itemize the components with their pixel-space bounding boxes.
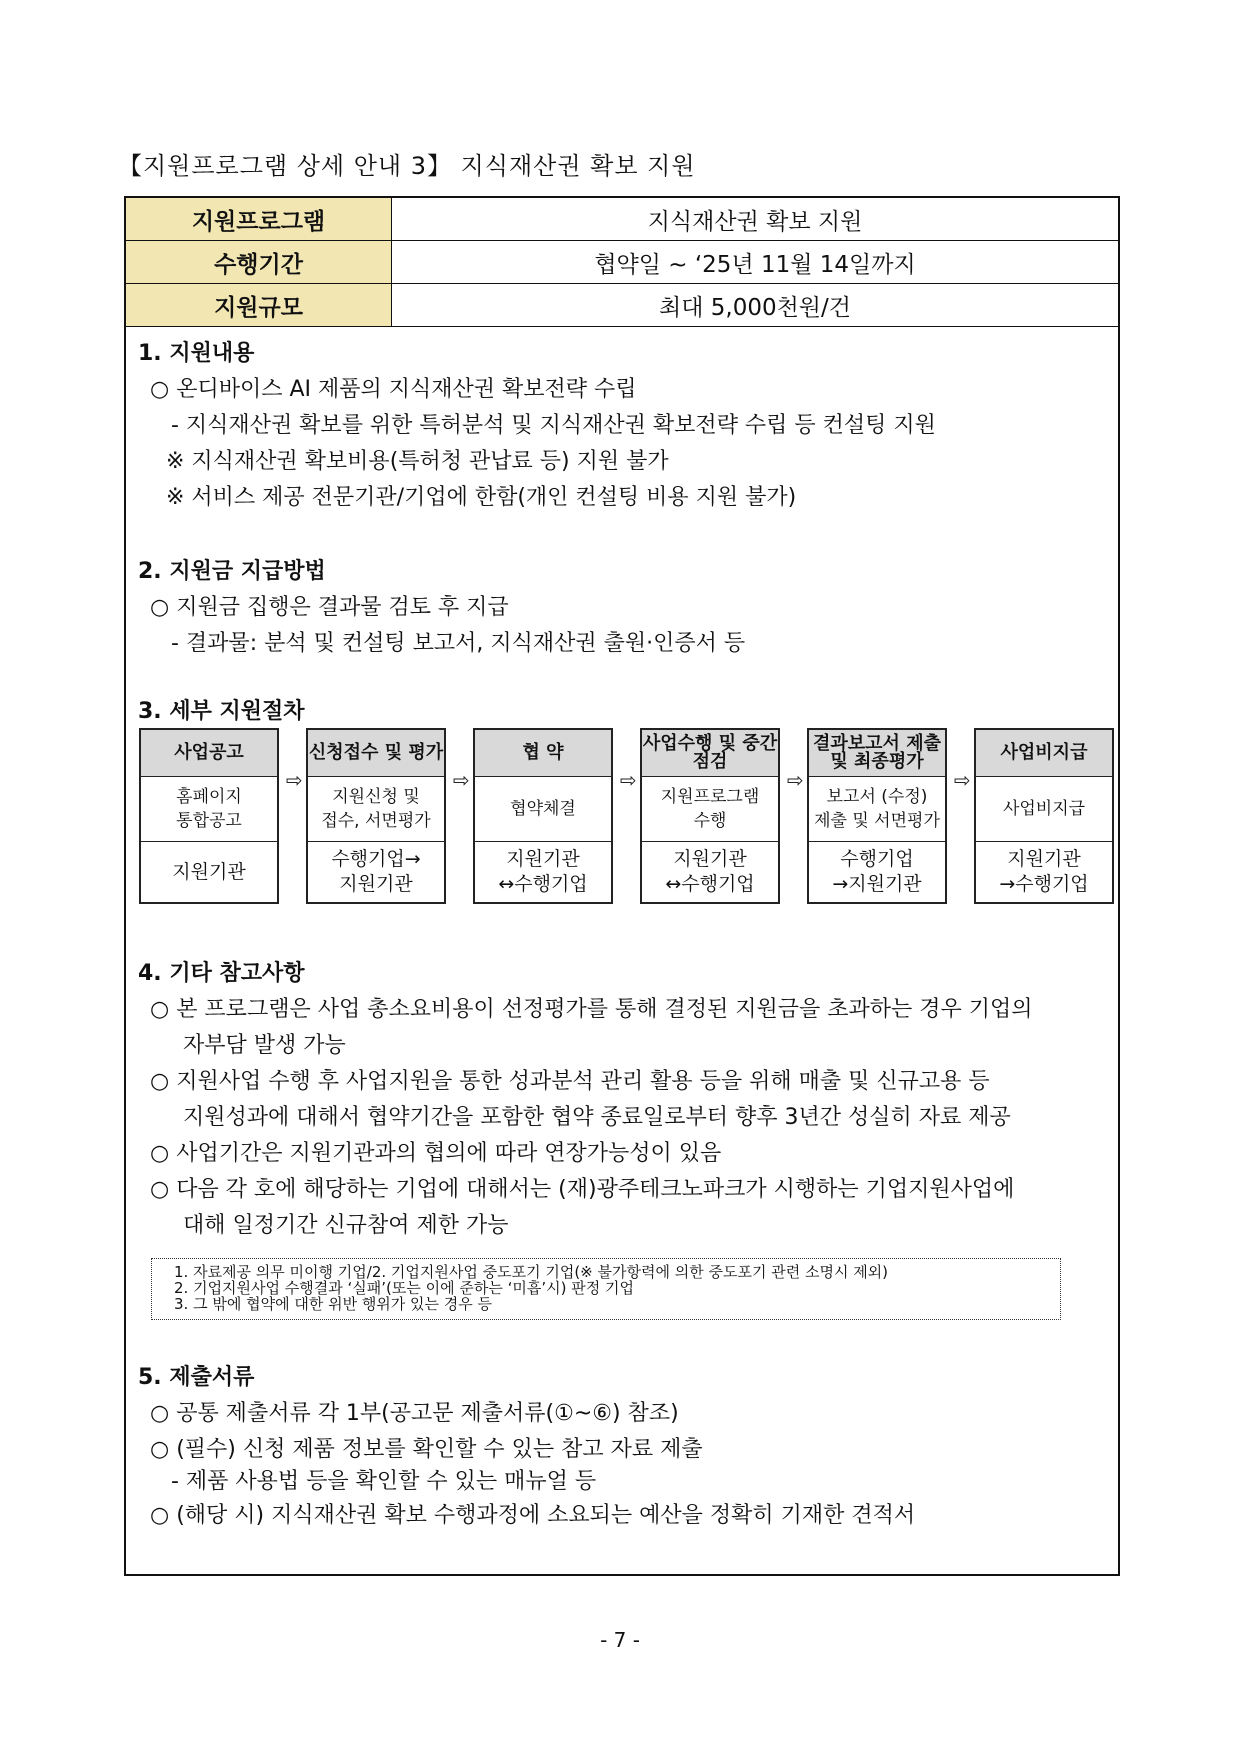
section-line: ※ 지식재산권 확보비용(특허청 관납료 등) 지원 불가 — [166, 449, 669, 474]
page-title: 【지원프로그램 상세 안내 3】 지식재산권 확보 지원 — [118, 152, 696, 180]
section-line: - 결과물: 분석 및 컨설팅 보고서, 지식재산권 출원·인증서 등 — [171, 631, 746, 656]
step-actor: 지원기관 ↔수행기업 — [498, 848, 588, 895]
program-detail-box — [124, 196, 1120, 1576]
arrow-right-icon: ⇨ — [453, 768, 470, 792]
section-line: 자부담 발생 가능 — [183, 1033, 346, 1058]
note-line: 2. 기업지원사업 수행결과 ‘실패’(또는 이에 준하는 ‘미흡’시) 판정 기업 — [174, 1279, 634, 1297]
step-actor: 지원기관 ↔수행기업 — [665, 848, 755, 895]
info-value: 최대 5,000천원/건 — [392, 284, 1119, 327]
step-content: 홈페이지 통합공고 — [141, 777, 277, 842]
procedure-step — [807, 728, 947, 904]
section-heading: 2. 지원금 지급방법 — [138, 559, 326, 584]
arrow-right-icon: ⇨ — [787, 768, 804, 792]
section-line: 지원성과에 대해서 협약기간을 포함한 협약 종료일로부터 향후 3년간 성실히 자료 제공 — [183, 1105, 1011, 1130]
section-heading: 4. 기타 참고사항 — [138, 961, 305, 986]
step-actor: 수행기업 →지원기관 — [832, 848, 922, 895]
procedure-step — [139, 728, 279, 904]
step-actor: 지원기관 →수행기업 — [999, 848, 1089, 895]
arrow-right-icon: ⇨ — [954, 768, 971, 792]
note-box — [151, 1258, 1061, 1320]
section-line: ○ 사업기간은 지원기관과의 협의에 따라 연장가능성이 있음 — [150, 1141, 722, 1166]
step-title: 결과보고서 제출 및 최종평가 — [809, 730, 945, 777]
step-title: 신청접수 및 평가 — [308, 730, 444, 777]
step-content: 협약체결 — [475, 777, 611, 842]
section-line: ○ 온디바이스 AI 제품의 지식재산권 확보전략 수립 — [150, 377, 637, 402]
section-line: ○ (해당 시) 지식재산권 확보 수행과정에 소요되는 예산을 정확히 기재한 견적서 — [150, 1503, 916, 1528]
info-label: 지원규모 — [126, 284, 392, 327]
step-actor: 지원기관 — [172, 860, 246, 883]
page-number: - 7 - — [600, 1628, 640, 1652]
step-actor: 수행기업→ 지원기관 — [331, 848, 421, 895]
section-line: - 제품 사용법 등을 확인할 수 있는 매뉴얼 등 — [171, 1469, 597, 1494]
info-label: 수행기간 — [126, 241, 392, 284]
info-value: 지식재산권 확보 지원 — [392, 198, 1119, 241]
info-row-period — [126, 241, 1118, 284]
section-line: ○ (필수) 신청 제품 정보를 확인할 수 있는 참고 자료 제출 — [150, 1437, 703, 1462]
procedure-step — [974, 728, 1114, 904]
step-title: 협 약 — [475, 730, 611, 777]
step-content: 지원신청 및 접수, 서면평가 — [308, 777, 444, 842]
step-title: 사업비지급 — [976, 730, 1112, 777]
info-label: 지원프로그램 — [126, 198, 392, 241]
section-heading: 3. 세부 지원절차 — [138, 699, 305, 724]
step-content: 지원프로그램 수행 — [642, 777, 778, 842]
section-heading: 5. 제출서류 — [138, 1365, 255, 1390]
step-content: 사업비지급 — [976, 777, 1112, 842]
info-table — [126, 198, 1118, 327]
info-row-program — [126, 198, 1118, 241]
info-value: 협약일 ~ ‘25년 11월 14일까지 — [392, 241, 1119, 284]
step-title: 사업수행 및 중간점검 — [642, 730, 778, 777]
procedure-flow — [126, 728, 1118, 918]
note-line: 3. 그 밖에 협약에 대한 위반 행위가 있는 경우 등 — [174, 1295, 493, 1313]
step-title: 사업공고 — [141, 730, 277, 777]
section-line: ○ 본 프로그램은 사업 총소요비용이 선정평가를 통해 결정된 지원금을 초과하는 경우 기업의 — [150, 997, 1033, 1022]
note-line: 1. 자료제공 의무 미이행 기업/2. 기업지원사업 중도포기 기업(※ 불가항력에 의한 중도포기 관련 소명시 제외) — [174, 1263, 889, 1281]
section-line: ※ 서비스 제공 전문기관/기업에 한함(개인 컨설팅 비용 지원 불가) — [166, 485, 797, 510]
section-line: ○ 다음 각 호에 해당하는 기업에 대해서는 (재)광주테크노파크가 시행하는 기업지원사업에 — [150, 1177, 1015, 1202]
section-line: 대해 일정기간 신규참여 제한 가능 — [183, 1213, 509, 1238]
section-heading: 1. 지원내용 — [138, 341, 255, 366]
section-line: ○ 공통 제출서류 각 1부(공고문 제출서류(①~⑥) 참조) — [150, 1401, 679, 1426]
section-line: ○ 지원금 집행은 결과물 검토 후 지급 — [150, 595, 509, 620]
procedure-step — [640, 728, 780, 904]
info-row-scale — [126, 284, 1118, 327]
section-line: ○ 지원사업 수행 후 사업지원을 통한 성과분석 관리 활용 등을 위해 매출 및 신규고용 등 — [150, 1069, 990, 1094]
section-line: - 지식재산권 확보를 위한 특허분석 및 지식재산권 확보전략 수립 등 컨설팅 지원 — [171, 413, 936, 438]
step-content: 보고서 (수정) 제출 및 서면평가 — [809, 777, 945, 842]
arrow-right-icon: ⇨ — [286, 768, 303, 792]
arrow-right-icon: ⇨ — [620, 768, 637, 792]
procedure-step — [306, 728, 446, 904]
procedure-step — [473, 728, 613, 904]
